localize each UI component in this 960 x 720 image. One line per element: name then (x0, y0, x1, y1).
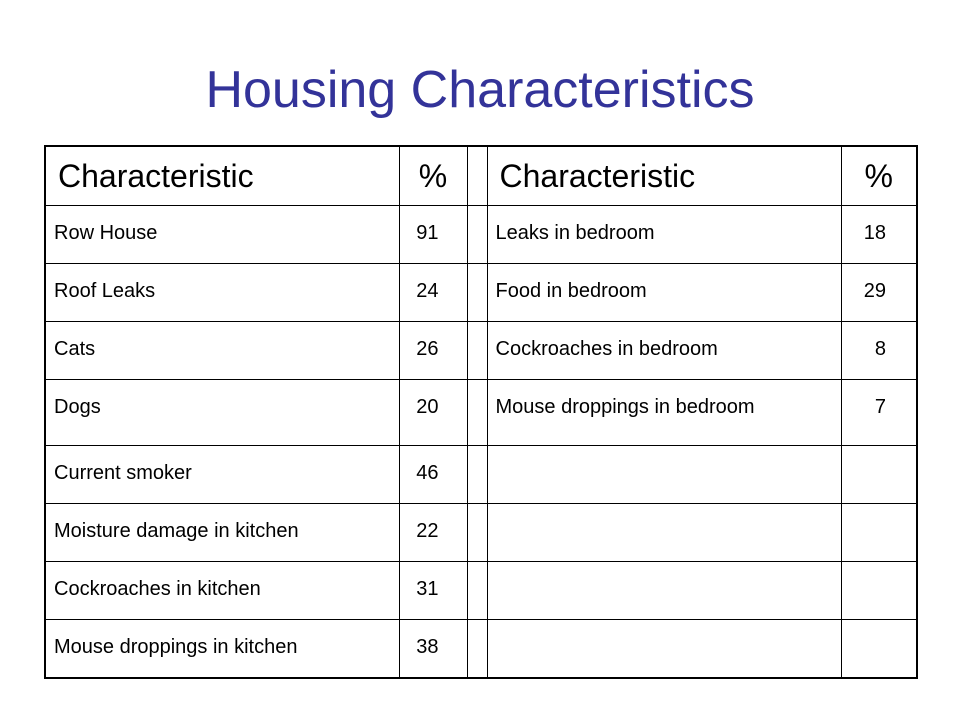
left-percent-cell: 38 (399, 620, 467, 679)
slide-title: Housing Characteristics (205, 61, 755, 119)
left-characteristic-cell: Current smoker (45, 446, 399, 504)
spacer-cell (467, 620, 487, 679)
left-characteristic-cell: Dogs (45, 380, 399, 446)
right-characteristic-cell (487, 446, 841, 504)
left-percent-cell: 20 (399, 380, 467, 446)
right-percent-cell (841, 620, 917, 679)
right-percent-cell: 29 (841, 264, 917, 322)
left-characteristic-cell: Roof Leaks (45, 264, 399, 322)
table-row (45, 322, 917, 380)
left-percent-cell: 31 (399, 562, 467, 620)
right-percent-cell: 8 (841, 322, 917, 380)
right-characteristic-cell (487, 562, 841, 620)
table-row (45, 206, 917, 264)
right-characteristic-cell: Mouse droppings in bedroom (487, 380, 841, 446)
left-characteristic-cell: Moisture damage in kitchen (45, 504, 399, 562)
spacer-cell (467, 380, 487, 446)
header-left-characteristic: Characteristic (45, 146, 399, 206)
header-left-percent: % (399, 146, 467, 206)
table-row (45, 264, 917, 322)
left-percent-cell: 91 (399, 206, 467, 264)
spacer-cell (467, 322, 487, 380)
left-characteristic-cell: Cockroaches in kitchen (45, 562, 399, 620)
right-characteristic-cell: Cockroaches in bedroom (487, 322, 841, 380)
spacer-cell (467, 562, 487, 620)
right-percent-cell (841, 446, 917, 504)
right-characteristic-cell (487, 620, 841, 679)
right-characteristic-cell: Food in bedroom (487, 264, 841, 322)
left-percent-cell: 46 (399, 446, 467, 504)
left-characteristic-cell: Mouse droppings in kitchen (45, 620, 399, 679)
table-row (45, 562, 917, 620)
right-characteristic-cell (487, 504, 841, 562)
right-percent-cell: 18 (841, 206, 917, 264)
header-spacer (467, 146, 487, 206)
spacer-cell (467, 446, 487, 504)
spacer-cell (467, 504, 487, 562)
left-percent-cell: 24 (399, 264, 467, 322)
housing-characteristics-table (44, 145, 918, 679)
left-characteristic-cell: Row House (45, 206, 399, 264)
table-header-row (45, 146, 917, 206)
table-row (45, 620, 917, 679)
right-characteristic-cell: Leaks in bedroom (487, 206, 841, 264)
right-percent-cell (841, 504, 917, 562)
spacer-cell (467, 206, 487, 264)
header-right-characteristic: Characteristic (487, 146, 841, 206)
left-percent-cell: 26 (399, 322, 467, 380)
table-row (45, 446, 917, 504)
left-characteristic-cell: Cats (45, 322, 399, 380)
table-row (45, 504, 917, 562)
left-percent-cell: 22 (399, 504, 467, 562)
table-row (45, 380, 917, 446)
right-percent-cell: 7 (841, 380, 917, 446)
right-percent-cell (841, 562, 917, 620)
header-right-percent: % (841, 146, 917, 206)
spacer-cell (467, 264, 487, 322)
